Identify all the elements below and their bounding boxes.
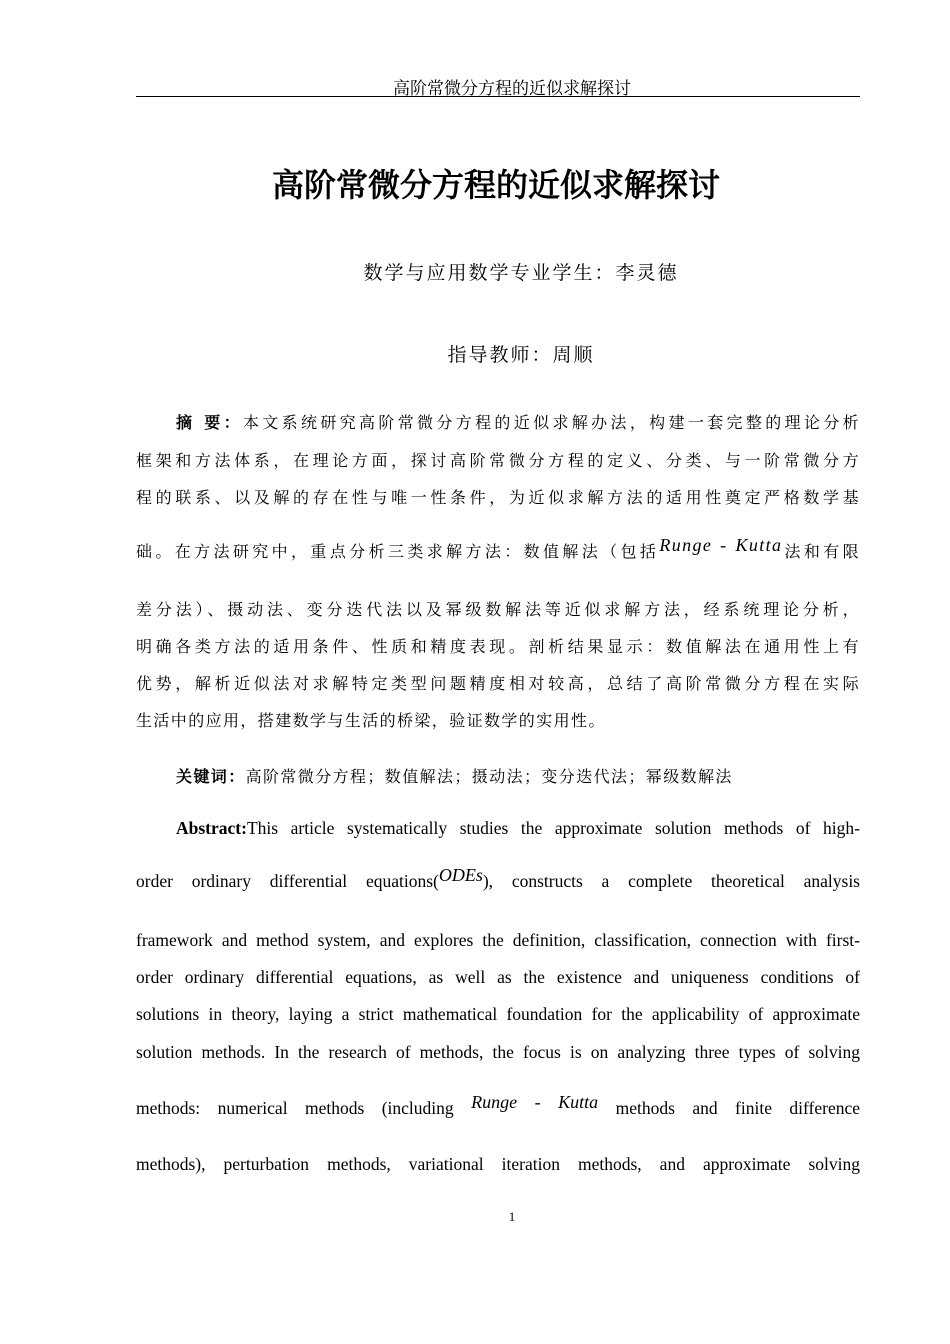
author-line: 数学与应用数学专业学生：李灵德 bbox=[363, 262, 679, 284]
abstract-en-text: ), constructs a complete theoretical analysis bbox=[482, 871, 860, 891]
abstract-cn-line bbox=[176, 410, 860, 433]
abstract-en-line bbox=[136, 865, 860, 892]
abstract-cn-line: 框架和方法体系，在理论方面，探讨高阶常微分方程的定义、分类、与一阶常微分方 bbox=[136, 451, 860, 470]
abstract-cn-line bbox=[136, 535, 860, 562]
abstract-cn-label: 摘 要： bbox=[176, 413, 243, 432]
abstract-cn-text: 本文系统研究高阶常微分方程的近似求解办法，构建一套完整的理论分析 bbox=[242, 413, 860, 432]
abstract-cn-line: 程的联系、以及解的存在性与唯一性条件，为近似求解方法的适用性奠定严格数学基 bbox=[136, 488, 860, 507]
keywords-cn bbox=[176, 764, 860, 787]
abstract-cn-line: 明确各类方法的适用条件、性质和精度表现。剖析结果显示：数值解法在通用性上有 bbox=[136, 637, 860, 656]
abstract-cn-line: 生活中的应用，搭建数学与生活的桥梁，验证数学的实用性。 bbox=[136, 711, 606, 730]
abstract-cn-text: 法和有限 bbox=[782, 542, 860, 561]
abstract-en-line bbox=[136, 1092, 861, 1119]
abstract-cn-line: 优势，解析近似法对求解特定类型问题精度相对较高，总结了高阶常微分方程在实际 bbox=[136, 674, 860, 693]
abstract-en-label: Abstract: bbox=[176, 818, 247, 838]
keywords-cn-text: 高阶常微分方程；数值解法；摄动法；变分迭代法；幂级数解法 bbox=[245, 767, 733, 786]
keywords-cn-label: 关键词： bbox=[176, 767, 246, 786]
page-title: 高阶常微分方程的近似求解探讨 bbox=[271, 166, 720, 204]
header-rule bbox=[136, 96, 860, 97]
math-odes: ODEs bbox=[438, 865, 483, 885]
running-header: 高阶常微分方程的近似求解探讨 bbox=[393, 79, 631, 99]
math-runge-kutta: Runge - Kutta bbox=[659, 535, 783, 555]
abstract-en-text: order ordinary differential equations( bbox=[136, 871, 439, 891]
abstract-cn-line: 差分法）、摄动法、变分迭代法以及幂级数解法等近似求解方法，经系统理论分析， bbox=[136, 600, 860, 619]
abstract-cn-text: 础。在方法研究中，重点分析三类求解方法：数值解法（包括 bbox=[136, 542, 660, 561]
abstract-en-line: solutions in theory, laying a strict mathematical foundation for the applicability of approximate bbox=[136, 1004, 860, 1024]
abstract-en-line: framework and method system, and explores the definition, classification, connection with first- bbox=[136, 930, 860, 950]
page-number: 1 bbox=[508, 1209, 516, 1224]
abstract-en-line: methods), perturbation methods, variational iteration methods, and approximate solving bbox=[136, 1154, 860, 1174]
abstract-en-text: This article systematically studies the approximate solution methods of high- bbox=[246, 818, 860, 838]
abstract-en-line bbox=[176, 818, 860, 839]
abstract-en-text: methods: numerical methods (including bbox=[136, 1098, 454, 1118]
abstract-en-text: methods and finite difference bbox=[615, 1098, 861, 1118]
advisor-line: 指导教师：周顺 bbox=[447, 344, 595, 366]
abstract-en-line: solution methods. In the research of methods, the focus is on analyzing three types of solving bbox=[136, 1042, 860, 1062]
math-runge-kutta: Runge - Kutta bbox=[471, 1092, 599, 1112]
abstract-en-line: order ordinary differential equations, as well as the existence and uniqueness conditions of bbox=[136, 967, 860, 987]
